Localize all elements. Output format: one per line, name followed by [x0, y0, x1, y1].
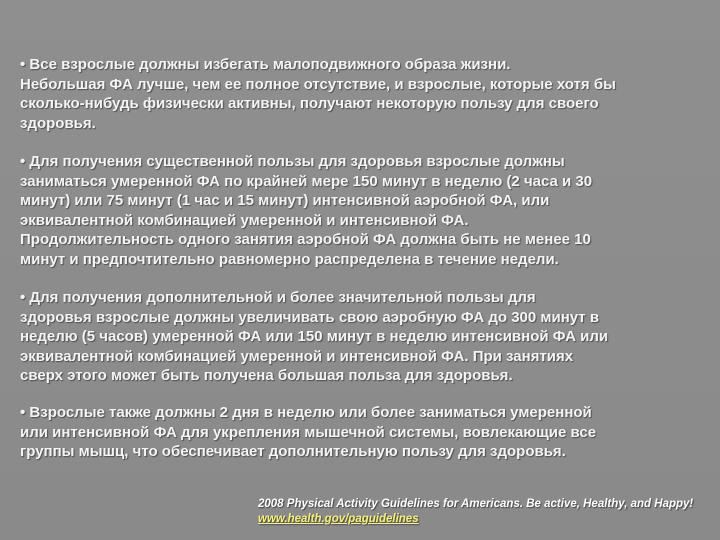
- paragraph-additional-benefit: • Для получения дополнительной и более значительной пользы для здоровья взрослые должны увеличивать свою аэробную ФА до 300 минут в неделю (5 часов) умеренной ФА или 150 минут в неделю интенсивной ФА или эквивалентной комбинацией умеренной и интенсивной ФА. При занятиях сверх этого может быть получена большая польза для здоровья.: [20, 289, 609, 384]
- source-link[interactable]: www.health.gov/paguidelines: [258, 513, 419, 525]
- paragraph-muscle-strengthening: • Взрослые также должны 2 дня в неделю или более заниматься умеренной или интенсивной ФА для укрепления мышечной системы, вовлекающие все группы мышц, что обеспечивает дополнительную пользу для здоровья.: [20, 404, 597, 460]
- paragraph-sedentary: • Все взрослые должны избегать малоподвижного образа жизни. Небольшая ФА лучше, чем ее полное отсутствие, и взрослые, которые хотя бы сколько-нибудь физически активны, получают некоторую пользу для своего здоровья.: [20, 56, 616, 132]
- source-text: 2008 Physical Activity Guidelines for Americans. Be active, Healthy, and Happy!: [258, 498, 694, 510]
- paragraph-substantial-benefit: • Для получения существенной пользы для здоровья взрослые должны заниматься умеренной ФА по крайней мере 150 минут в неделю (2 часа и 30 минут) или 75 минут (1 час и 15 минут) интенсивной аэробной ФА, или эквивалентной комбинацией умеренной и интенсивной ФА. Продолжительность одного занятия аэробной ФА должна быть не менее 10 минут и предпочтительно равномерно распределена в течение недели.: [20, 153, 593, 268]
- source-citation: [258, 497, 708, 527]
